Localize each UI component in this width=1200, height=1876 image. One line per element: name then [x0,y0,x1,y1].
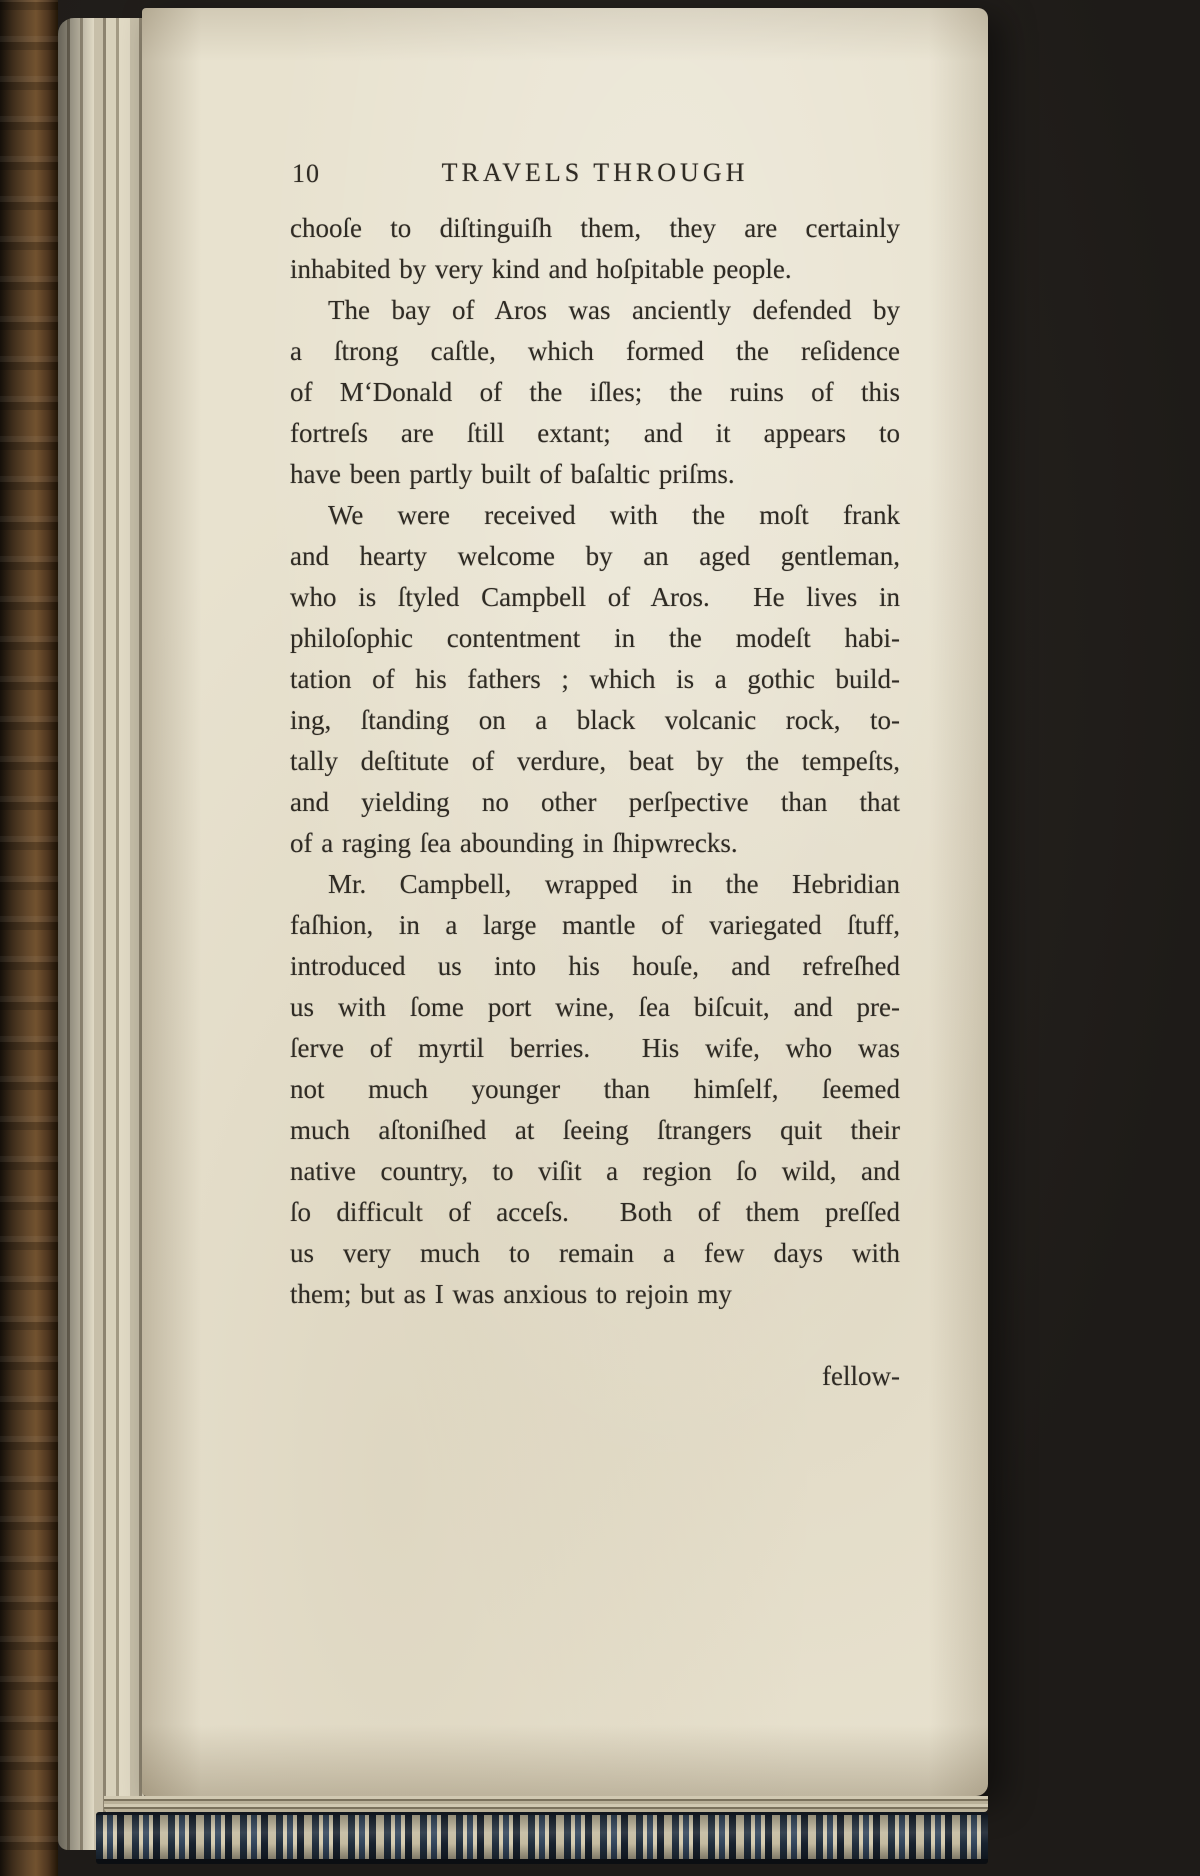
text-line: ſo difficult of acceſs. Both of them preſſed [290,1197,900,1227]
text-line: tally deſtitute of verdure, beat by the tempeſts, [290,746,900,776]
text-line: ſerve of myrtil berries. His wife, who was [290,1033,900,1063]
decorated-binding-edge [96,1812,988,1864]
book-spine [0,0,58,1876]
text-line: Mr. Campbell, wrapped in the Hebridian [328,869,900,899]
text-line: faſhion, in a large mantle of variegated ſtuff, [290,910,900,940]
text-line: us very much to remain a few days with [290,1238,900,1268]
text-line: native country, to viſit a region ſo wild, and [290,1156,900,1186]
text-line: have been partly built of baſaltic priſms. [290,459,735,489]
running-head [290,158,900,188]
catchword-row [290,1315,900,1391]
text-line: ing, ſtanding on a black volcanic rock, to- [290,705,900,735]
text-line: tation of his fathers ; which is a gothic build- [290,664,900,694]
page-stack-edges [58,18,144,1850]
text-line: chooſe to diſtinguiſh them, they are certainly [290,213,900,243]
text-line: The bay of Aros was anciently defended by [328,295,900,325]
text-line: them; but as I was anxious to rejoin my [290,1279,732,1309]
text-block [290,208,900,1391]
catchword: fellow- [822,1361,900,1391]
page-number: 10 [292,159,320,188]
text-line: introduced us into his houſe, and refreſhed [290,951,900,981]
text-line: not much younger than himſelf, ſeemed [290,1074,900,1104]
body-lines [290,208,900,1315]
text-line: much aſtoniſhed at ſeeing ſtrangers quit their [290,1115,900,1145]
page-bottom-edges [104,1796,988,1812]
text-line: and hearty welcome by an aged gentleman, [290,541,900,571]
book-page [142,8,988,1796]
text-line: We were received with the moſt frank [328,500,900,530]
text-line: us with ſome port wine, ſea biſcuit, and pre- [290,992,900,1022]
text-line: a ſtrong caſtle, which formed the reſidence [290,336,900,366]
text-line: philoſophic contentment in the modeſt habi- [290,623,900,653]
text-line: who is ſtyled Campbell of Aros. He lives in [290,582,900,612]
running-title: TRAVELS THROUGH [441,158,749,187]
text-line: and yielding no other perſpective than that [290,787,900,817]
text-line: fortreſs are ſtill extant; and it appears to [290,418,900,448]
text-line: inhabited by very kind and hoſpitable people. [290,254,792,284]
text-line: of M‘Donald of the iſles; the ruins of this [290,377,900,407]
text-line: of a raging ſea abounding in ſhipwrecks. [290,828,738,858]
